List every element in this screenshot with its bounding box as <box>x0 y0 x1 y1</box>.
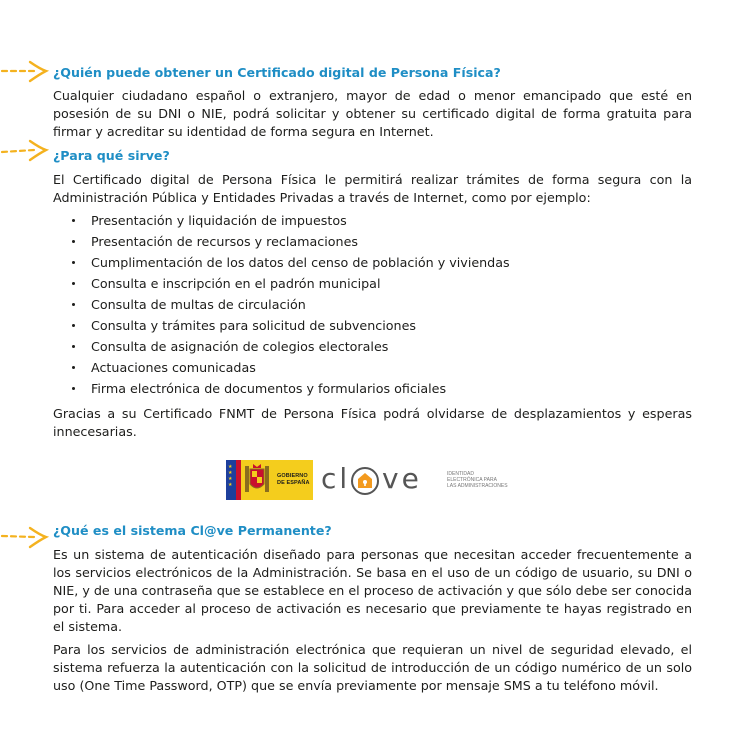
logos-banner <box>226 460 516 500</box>
list-item: Presentación y liquidación de impuestos <box>53 210 510 231</box>
gobierno-text: GOBIERNO DE ESPAÑA <box>277 473 310 486</box>
clave-logo-text-ve: ve <box>382 462 422 495</box>
eu-flag-icon: ★ ★ ★ ★ <box>226 460 236 500</box>
arrow-icon <box>0 59 50 83</box>
section-body-quien: Cualquier ciudadano español o extranjero, mayor de edad o menor emancipado que esté en posesión de su DNI o NIE, podrá solicitar y obtener su certificado digital de forma gratuita para firmar y acreditar su identidad de forma segura en Internet. <box>53 88 692 139</box>
clave-logo-text: cl <box>321 462 351 495</box>
clave-description: IDENTIDAD ELECTRÓNICA PARA LAS ADMINISTRACIONES <box>447 471 508 489</box>
section-heading-quien: ¿Quién puede obtener un Certificado digital de Persona Física? <box>53 65 501 80</box>
list-item: Consulta de asignación de colegios electorales <box>53 336 510 357</box>
clave-at-icon <box>350 466 380 496</box>
list-item: Cumplimentación de los datos del censo de población y viviendas <box>53 252 510 273</box>
uses-list <box>53 210 510 399</box>
list-item: Consulta e inscripción en el padrón municipal <box>53 273 510 294</box>
list-item: Firma electrónica de documentos y formularios oficiales <box>53 378 510 399</box>
section-intro-para-que: El Certificado digital de Persona Física le permitirá realizar trámites de forma segura con la Administración Pública y Entidades Privadas a través de Internet, como por ejemplo: <box>53 172 692 205</box>
section-heading-clave: ¿Qué es el sistema Cl@ve Permanente? <box>53 523 332 538</box>
arrow-icon <box>0 525 50 549</box>
list-item: Consulta de multas de circulación <box>53 294 510 315</box>
coat-of-arms-icon <box>244 464 270 496</box>
list-item: Presentación de recursos y reclamaciones <box>53 231 510 252</box>
section-heading-para-que: ¿Para qué sirve? <box>53 148 170 163</box>
section-body-clave-1: Es un sistema de autenticación diseñado para personas que necesitan acceder frecuentemente a los servicios electrónicos de la Administración. Se basa en el uso de un código de usuario, su DNI o NIE, y de una contraseña que se establece en el proceso de activación y que sólo debe ser conocida por ti. Para acceder al proceso de activación es necesario que previamente te hayas registrado en el sistema. <box>53 547 692 634</box>
section-outro-para-que: Gracias a su Certificado FNMT de Persona Física podrá olvidarse de desplazamientos y esperas innecesarias. <box>53 406 692 439</box>
section-body-clave-2: Para los servicios de administración electrónica que requieran un nivel de seguridad elevado, el sistema refuerza la autenticación con la solicitud de introducción de un código numérico de un solo uso (One Time Password, OTP) que se envía previamente por mensaje SMS a tu teléfono móvil. <box>53 642 692 693</box>
list-item: Consulta y trámites para solicitud de subvenciones <box>53 315 510 336</box>
gobierno-logo <box>226 460 313 500</box>
list-item: Actuaciones comunicadas <box>53 357 510 378</box>
arrow-icon <box>0 138 50 162</box>
